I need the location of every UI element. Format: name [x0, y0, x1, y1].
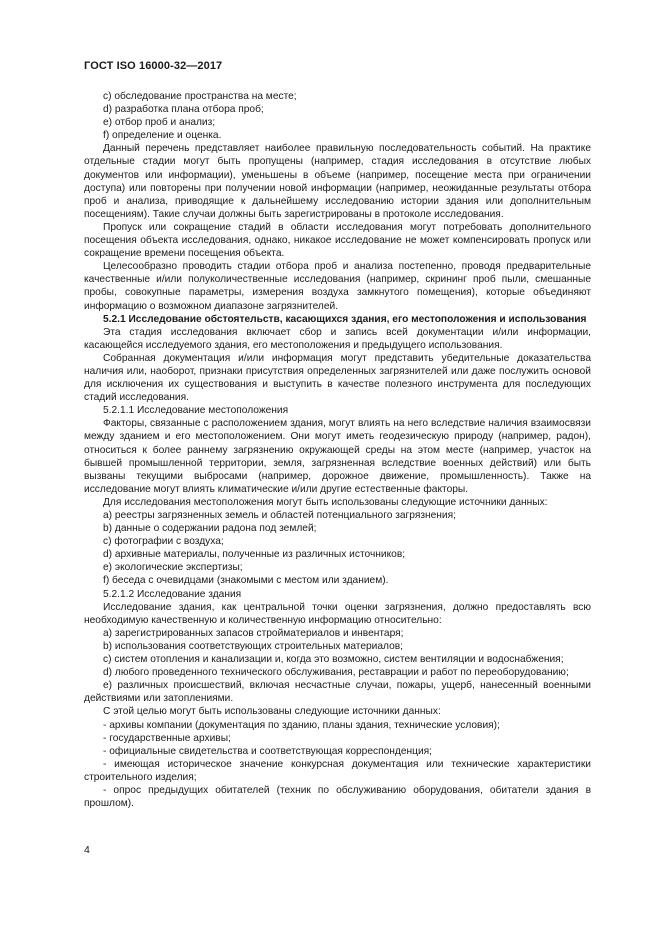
list-item: f) определение и оценка.	[103, 130, 222, 142]
section-heading-5-2-1: 5.2.1 Исследование обстоятельств, касающихся здания, его местоположения и использования	[103, 313, 587, 325]
document-header: ГОСТ ISO 16000-32—2017	[84, 60, 223, 72]
list-item: - официальные свидетельства и соответствующая корреспонденция;	[103, 745, 433, 757]
subsection-heading-5-2-1-1: 5.2.1.1 Исследование местоположения	[103, 405, 289, 417]
list-item: c) фотографии с воздуха;	[103, 536, 224, 548]
list-item: b) использования соответствующих строительных материалов;	[103, 640, 404, 652]
list-item: - архивы компании (документация по зданию, планы здания, технические условия);	[103, 719, 500, 731]
list-item: - государственные архивы;	[103, 732, 231, 744]
list-item: a) зарегистрированных запасов стройматериалов и инвентаря;	[103, 627, 404, 639]
paragraph: Для исследования местоположения могут быть использованы следующие источники данных:	[103, 496, 548, 508]
paragraph: Пропуск или сокращение стадий в области исследования могут потребовать дополнительного посещения объекта исследования, однако, никакое исследование не может компенсировать пропуск или сокращение времени посещения объекта.	[84, 221, 591, 260]
paragraph: Исследование здания, как центральной точки оценки загрязнения, должно предоставлять всю необходимую качественную и количественную информацию относительно:	[84, 601, 591, 626]
paragraph: Факторы, связанные с расположением здания, могут влиять на него вследствие наличия взаимосвязи между зданием и его местоположением. Они могут иметь геодезическую природу (например, радон), относиться к более раннему загрязнению окружающей среды на этом месте (например, участок на бывшей промышленной территории, земля, загрязненная вследствие военных действий) или быть вызваны текущими выбросами (например, дорожное движение, промышленность). Также на исследование могут влиять климатические и/или другие естественные факторы.	[84, 418, 591, 495]
list-item: - опрос предыдущих обитателей (техник по обслуживанию оборудования, обитатели здания в прошлом).	[84, 784, 591, 810]
document-body	[84, 90, 591, 810]
list-item: e) отбор проб и анализ;	[103, 117, 216, 129]
list-item: c) обследование пространства на месте;	[103, 91, 297, 102]
paragraph: Собранная документация и/или информация могут представить убедительные доказательства наличия или, наоборот, признаки присутствия определенных загрязнителей или даже послужить основой для исключения их существования и выступить в качестве полезного инструмента для последующих стадий исследования.	[84, 352, 591, 404]
page-number: 4	[84, 844, 90, 856]
list-item: - имеющая историческое значение конкурсная документация или технические характеристики строительного изделия;	[84, 758, 591, 783]
paragraph: Эта стадия исследования включает сбор и запись всей документации и/или информации, касающейся исследуемого здания, его местоположения и предыдущего использования.	[84, 326, 591, 351]
list-item: f) беседа с очевидцами (знакомыми с местом или зданием).	[103, 575, 389, 587]
paragraph: С этой целью могут быть использованы следующие источники данных:	[103, 706, 441, 718]
list-item: d) любого проведенного технического обслуживания, реставрации и работ по переоборудованию;	[103, 667, 569, 679]
paragraph: Целесообразно проводить стадии отбора проб и анализа постепенно, проводя предварительные качественные и/или полуколичественные исследования (например, скрининг проб пыли, смешанные пробы, совокупные параметры, измерения воздуха замкнутого помещения), которые объединяют информацию о возможном диапазоне загрязнителей.	[84, 261, 591, 312]
list-item: d) разработка плана отбора проб;	[103, 104, 264, 116]
list-item: a) реестры загрязненных земель и областей потенциального загрязнения;	[103, 510, 456, 521]
list-item: d) архивные материалы, полученные из различных источников;	[103, 549, 406, 561]
list-item: e) экологические экспертизы;	[103, 562, 243, 574]
list-item: b) данные о содержании радона под землей;	[103, 523, 317, 535]
list-item: e) различных происшествий, включая несчастные случаи, пожары, ущерб, нанесенный военными действиями или затоплениями.	[84, 680, 591, 705]
subsection-heading-5-2-1-2: 5.2.1.2 Исследование здания	[103, 588, 242, 600]
list-item: c) систем отопления и канализации и, когда это возможно, систем вентиляции и водоснабжения;	[103, 654, 564, 666]
paragraph: Данный перечень представляет наиболее правильную последовательность событий. На практике отдельные стадии могут быть пропущены (например, стадия исследования в отсутствие любых документов или информации), уменьшены в объеме (например, посещение места при ограничении доступа) или повторены при получении новой информации (например, неожиданные результаты отбора проб и анализа, приводящие к дальнейшему исследованию истории здания или дополнительным посещениям). Такие случаи должны быть зарегистрированы в протоколе исследования.	[84, 143, 591, 220]
